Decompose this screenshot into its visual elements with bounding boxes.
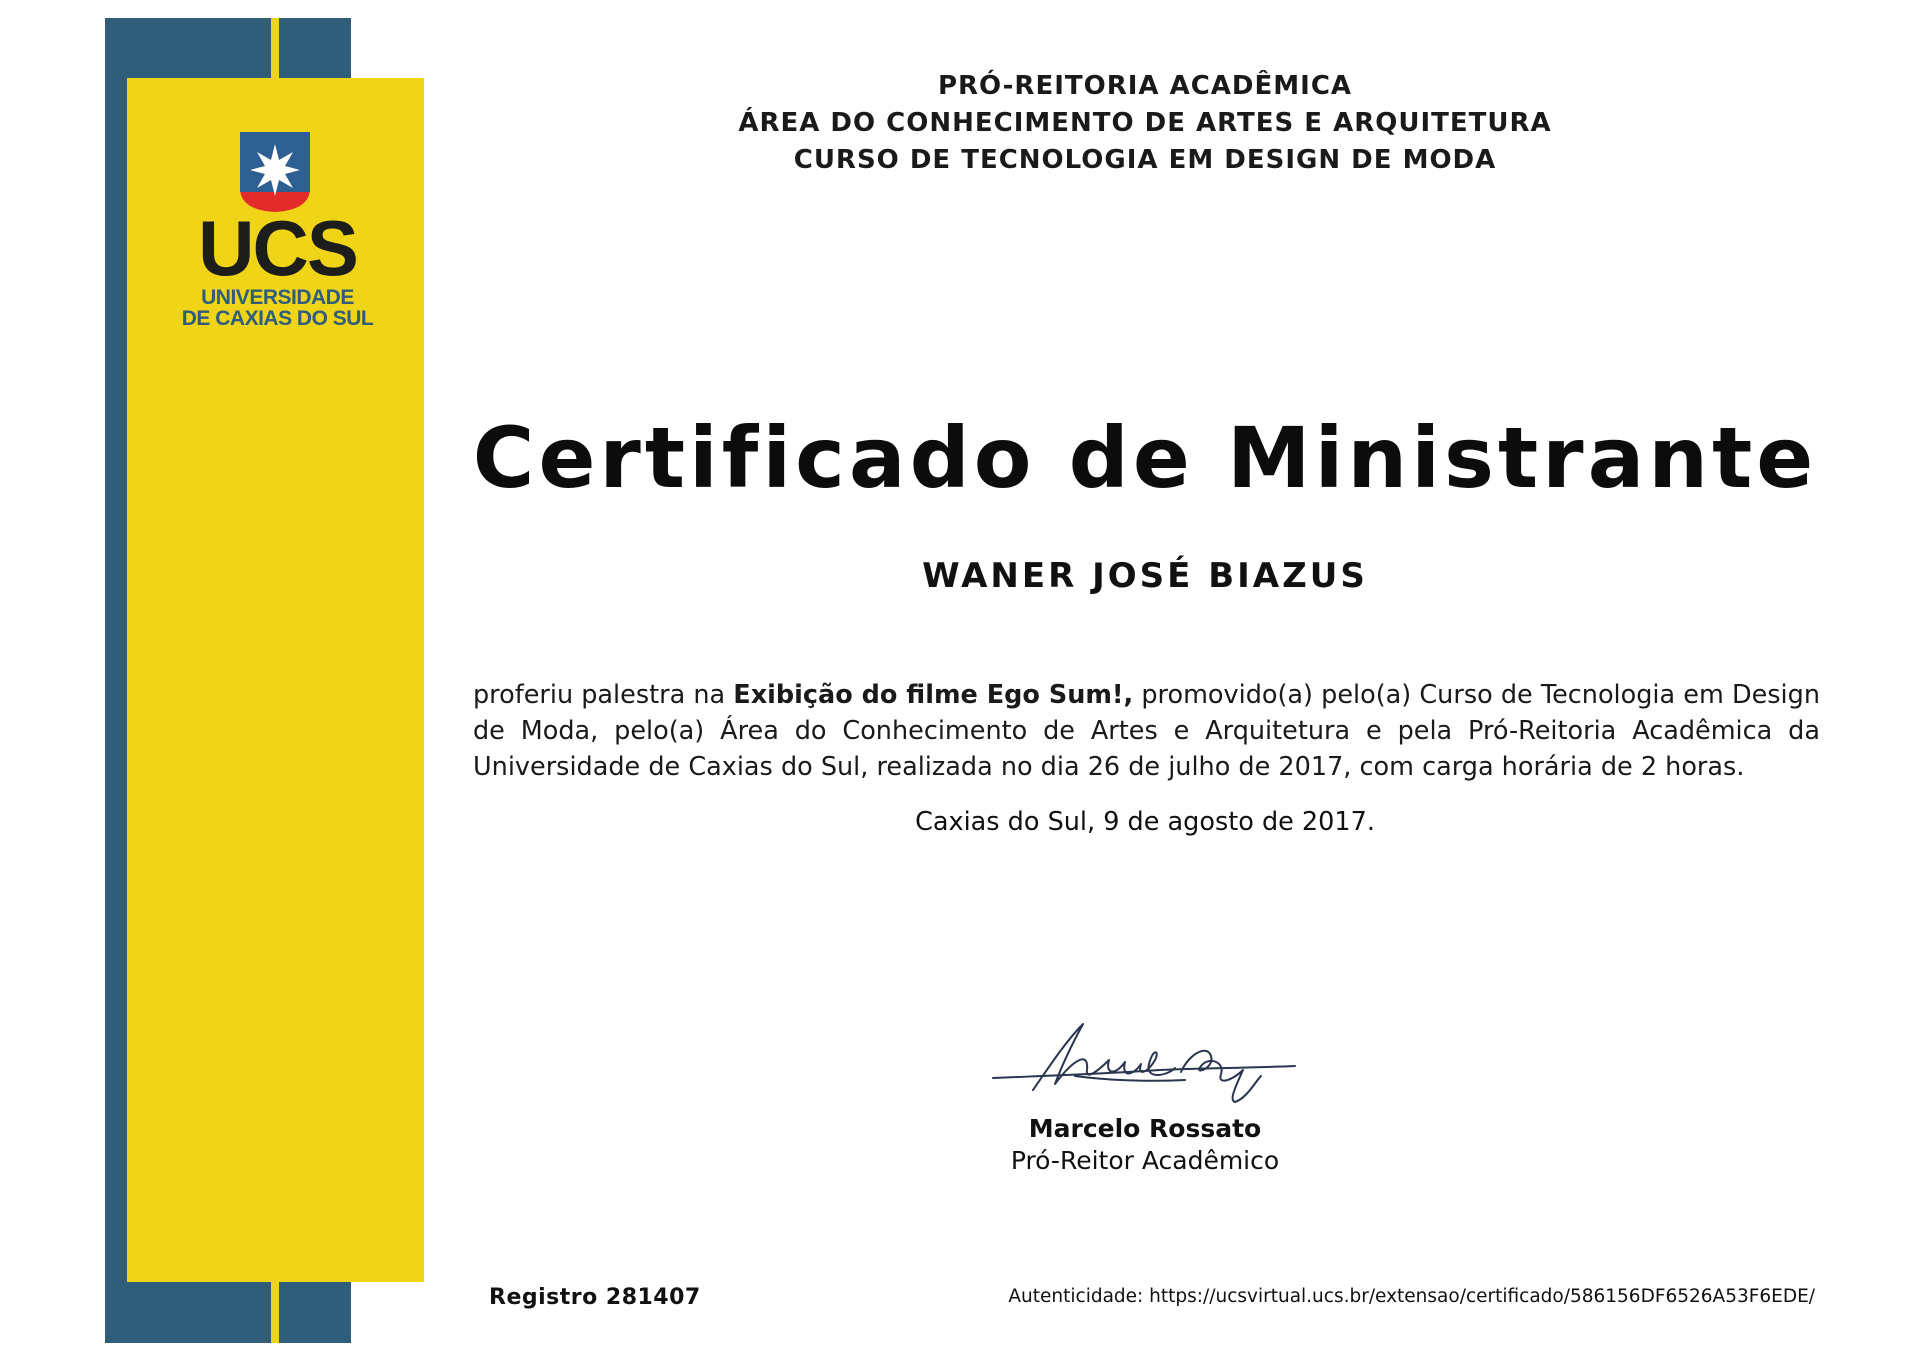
certificate-body [473,677,1820,785]
logo-institution-name [170,287,385,329]
authenticity-url: Autenticidade: https://ucsvirtual.ucs.br/extensao/certificado/586156DF6526A53F6EDE/ [1008,1286,1815,1307]
recipient-name: WANER JOSÉ BIAZUS [922,556,1368,596]
registration-number: Registro 281407 [489,1285,701,1310]
handwritten-signature [985,1010,1300,1115]
header-line-1: PRÓ-REITORIA ACADÊMICA [937,71,1353,101]
banner-stripe-top [271,18,279,78]
signatory-name: Marcelo Rossato [1028,1114,1262,1143]
body-text-before: proferiu palestra na [473,680,734,710]
header-line-3: CURSO DE TECNOLOGIA EM DESIGN DE MODA [793,145,1497,175]
body-text-after: promovido(a) pelo(a) Curso de Tecnologia em Design de Moda, pelo(a) Área do Conhecimento de Artes e Arquitetura e pela Pró-Reitoria Acadêmica da Universidade de Caxias do Sul, realizada no dia 26 de julho de 2017, com carga horária de 2 horas. [473,680,1820,782]
header-line-2: ÁREA DO CONHECIMENTO DE ARTES E ARQUITETURA [738,108,1552,138]
event-name: Exibição do filme Ego Sum!, [733,680,1134,710]
logo-name-line-1: UNIVERSIDADE [201,286,354,309]
shield-star-icon [238,130,312,214]
certificate-header [600,68,1690,179]
place-date: Caxias do Sul, 9 de agosto de 2017. [915,807,1375,837]
logo-name-line-2: DE CAXIAS DO SUL [181,307,374,330]
ucs-logo [170,130,385,330]
certificate-title: Certificado de Ministrante [472,409,1818,507]
signatory-role: Pró-Reitor Acadêmico [1010,1146,1280,1175]
banner-stripe-bottom [271,1282,279,1343]
logo-letters: UCS [198,204,357,292]
